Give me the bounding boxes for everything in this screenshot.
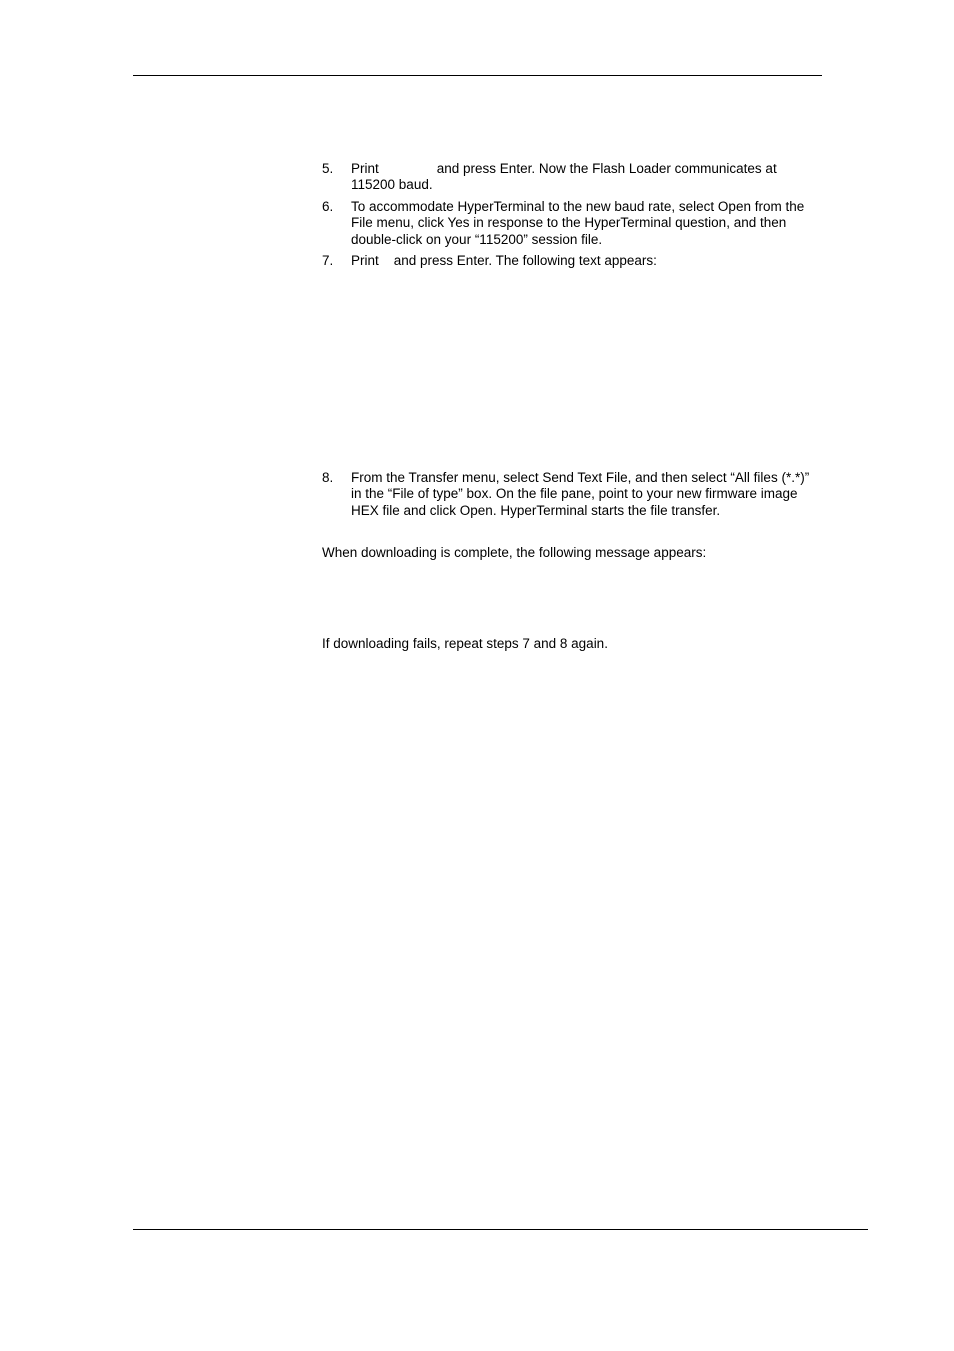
step-text-before: Print xyxy=(351,161,379,176)
download-fails-paragraph: If downloading fails, repeat steps 7 and 8 again. xyxy=(322,636,608,651)
step-number: 5. xyxy=(322,161,334,176)
step-text-after: and press Enter. The following text appears: xyxy=(393,253,657,268)
step-text-before: Print xyxy=(351,253,379,268)
step-number: 7. xyxy=(322,253,334,268)
step-7 xyxy=(322,253,814,269)
step-5 xyxy=(322,161,814,194)
step-text-after: and press Enter. Now the Flash Loader communicates at 115200 baud. xyxy=(351,161,777,193)
step-6 xyxy=(322,199,814,248)
header-rule xyxy=(133,75,822,76)
step-text xyxy=(351,253,814,269)
step-text: To accommodate HyperTerminal to the new baud rate, select Open from the File menu, click Yes in response to the HyperTerminal question, and then double-click on your “115200” session file. xyxy=(351,199,805,247)
step-8 xyxy=(322,470,814,519)
download-complete-paragraph: When downloading is complete, the following message appears: xyxy=(322,545,707,560)
step-number: 8. xyxy=(322,470,334,485)
step-text xyxy=(351,161,814,194)
step-number: 6. xyxy=(322,199,334,214)
step-text: From the Transfer menu, select Send Text File, and then select “All files (*.*)” in the “File of type” box. On the file pane, point to your new firmware image HEX file and click Open. HyperTerminal starts the file transfer. xyxy=(351,470,810,518)
footer-rule xyxy=(133,1229,868,1230)
